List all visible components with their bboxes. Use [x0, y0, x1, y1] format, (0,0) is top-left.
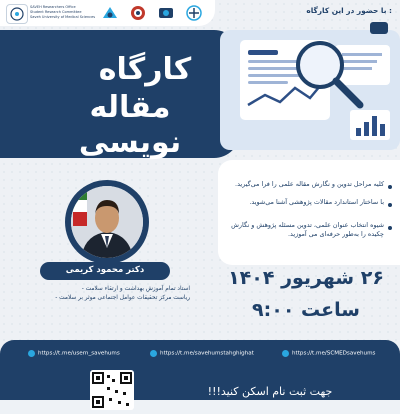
telegram-link-2[interactable]: https://t.me/savehumstahghighat: [150, 350, 254, 360]
speaker-name: دکتر محمود کریمی: [65, 265, 145, 275]
qr-code[interactable]: [90, 370, 134, 410]
committee-logo: [128, 4, 148, 22]
logo-bar: [0, 0, 215, 26]
event-date: ۲۶ شهریور ۱۴۰۴: [228, 267, 384, 289]
speaker-photo: [71, 186, 143, 258]
info-heading: : با حضور در این کارگاه: [306, 6, 392, 15]
medical-logo: [184, 4, 204, 22]
university-logo: [6, 4, 28, 24]
telegram-icon: [150, 350, 157, 357]
telegram-icon: [282, 350, 289, 357]
info-item-1: کلیه مراحل تدوین و نگارش مقاله علمی را فرا می‌گیرید.: [235, 180, 384, 188]
network-logo: [156, 4, 176, 22]
research-logo: [100, 4, 120, 22]
bullet-dot: [388, 185, 392, 189]
bullet-dot: [388, 203, 392, 207]
telegram-icon: [28, 350, 35, 357]
info-item-2: با ساختار استاندارد مقالات پژوهشی آشنا می‌شوید.: [249, 198, 384, 206]
article-illustration: [210, 10, 400, 155]
event-time: ساعت ۹:۰۰: [252, 299, 360, 321]
speaker-bio-1: استاد تمام آموزش بهداشت و ارتقاء سلامت -: [81, 286, 190, 292]
logo-caption-1: SAVEH Researchers Office: [30, 5, 76, 9]
info-item-3: شیوه انتخاب عنوان علمی، تدوین مسئله پژوهش و نگارش چکیده را به‌طور حرفه‌ای می آموزید.: [231, 221, 384, 238]
telegram-link-1[interactable]: https://t.me/usern_savehums: [28, 350, 120, 360]
logo-caption-3: Saveh University of Medical Sciences: [30, 15, 96, 19]
scan-cta: جهت ثبت نام اسکن کنید!!!: [207, 385, 333, 398]
telegram-link-3[interactable]: https://t.me/SCMEDsavehums: [282, 350, 375, 360]
workshop-title: کارگاه: [98, 52, 192, 87]
workshop-subtitle: مقاله نویسی: [78, 90, 182, 160]
logo-caption-2: Student Research Committee: [30, 10, 82, 14]
info-box: [218, 160, 400, 265]
bullet-dot: [388, 226, 392, 230]
speaker-bio-2: ریاست مرکز تحقیقات عوامل اجتماعی موثر بر سلامت -: [55, 295, 190, 301]
